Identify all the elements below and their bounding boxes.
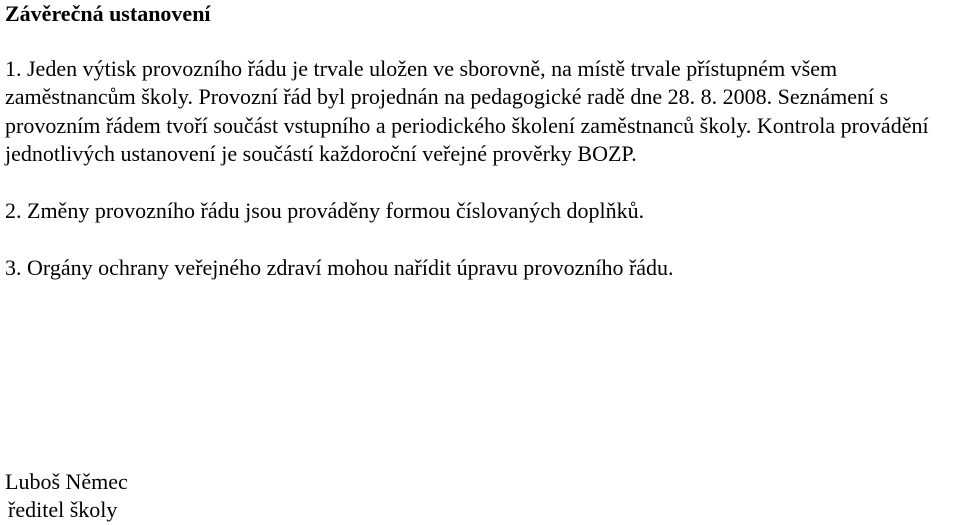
paragraph-3: 3. Orgány ochrany veřejného zdraví mohou nařídit úpravu provozního řádu. <box>5 255 674 281</box>
signature-block <box>5 468 128 524</box>
document-body <box>5 0 955 283</box>
signatory-title: ředitel školy <box>8 497 118 522</box>
paragraph-1: 1. Jeden výtisk provozního řádu je trvale uložen ve sborovně, na místě trvale přístupném všem zaměstnancům školy. Provozní řád byl projednán na pedagogické radě dne 28. 8. 2008. Seznámení s provozním řádem tvoří součást vstupního a periodického školení zaměstnanců školy. Kontrola provádění jednotlivých ustanovení je součástí každoroční veřejné prověrky BOZP. <box>5 56 929 166</box>
paragraph-2: 2. Změny provozního řádu jsou prováděny formou číslovaných doplňků. <box>5 198 645 224</box>
signatory-name: Luboš Němec <box>5 469 128 494</box>
section-heading: Závěrečná ustanovení <box>5 1 211 26</box>
